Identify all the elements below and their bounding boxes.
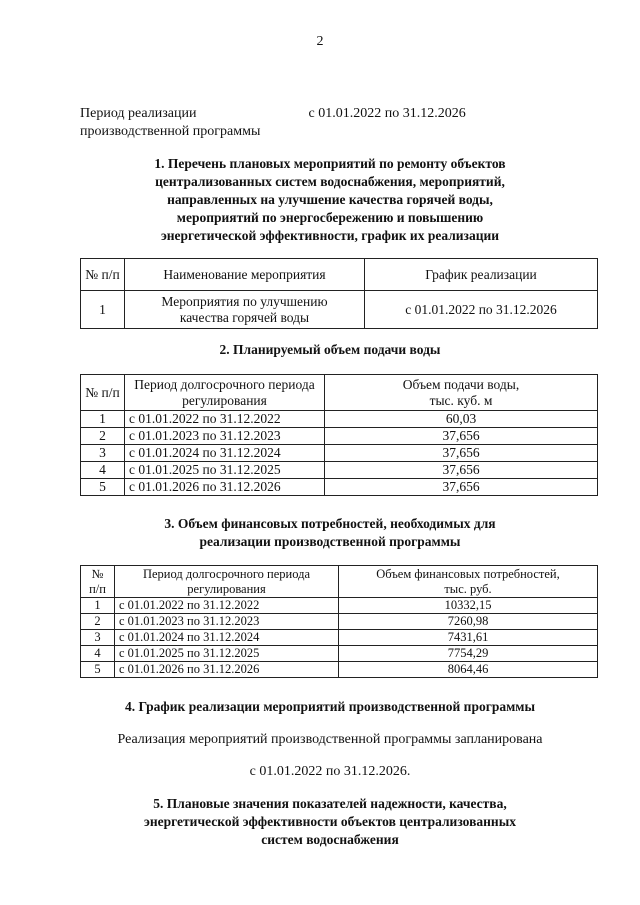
row-period: с 01.01.2023 по 31.12.2023 — [115, 614, 339, 630]
table-row — [81, 662, 598, 678]
table-row — [81, 428, 598, 445]
section1-title-line: направленных на улучшение качества горячей воды, — [167, 192, 493, 207]
measure-name-line2: качества горячей воды — [179, 309, 310, 325]
row-period: с 01.01.2025 по 31.12.2025 — [115, 646, 339, 662]
header-num: № п/п — [81, 375, 125, 411]
header-finance-line2: тыс. руб. — [444, 581, 492, 596]
row-finance: 7754,29 — [339, 646, 598, 662]
row-num: 4 — [81, 646, 115, 662]
header-period-line2: регулирования — [187, 581, 266, 596]
section1-title-line: централизованных систем водоснабжения, мероприятий, — [155, 174, 505, 189]
row-volume: 37,656 — [325, 445, 598, 462]
table-row — [81, 462, 598, 479]
row-num: 2 — [81, 428, 125, 445]
table-row — [81, 479, 598, 496]
table-row — [81, 646, 598, 662]
row-period: с 01.01.2022 по 31.12.2022 — [115, 598, 339, 614]
row-period: с 01.01.2022 по 31.12.2022 — [125, 411, 325, 428]
section2-title: 2. Планируемый объем подачи воды — [219, 342, 441, 357]
row-measure-name — [125, 291, 365, 329]
row-period: с 01.01.2026 по 31.12.2026 — [125, 479, 325, 496]
section5-title-line: систем водоснабжения — [261, 832, 399, 847]
measure-name-line1: Мероприятия по улучшению — [161, 293, 328, 309]
implementation-period — [80, 105, 580, 141]
header-num — [81, 566, 115, 598]
table-row — [81, 291, 598, 329]
water-volume-table — [80, 374, 598, 496]
section4-text-line2: с 01.01.2022 по 31.12.2026. — [249, 764, 411, 779]
table-row — [81, 598, 598, 614]
header-volume-line2: тыс. куб. м — [429, 392, 493, 408]
page-number: 2 — [316, 34, 324, 49]
table-row — [81, 411, 598, 428]
period-label-line2: производственной программы — [80, 124, 261, 139]
row-period: с 01.01.2026 по 31.12.2026 — [115, 662, 339, 678]
row-num: 3 — [81, 630, 115, 646]
header-schedule: График реализации — [365, 259, 598, 291]
header-num-line2: п/п — [89, 581, 106, 596]
row-period: с 01.01.2023 по 31.12.2023 — [125, 428, 325, 445]
section4-text-line1: Реализация мероприятий производственной программы запланирована — [117, 732, 543, 747]
section5-title-line: энергетической эффективности объектов централизованных — [143, 814, 516, 829]
period-label-line1: Период реализации — [80, 106, 197, 121]
header-period — [115, 566, 339, 598]
financial-needs-table — [80, 565, 598, 678]
row-finance: 7431,61 — [339, 630, 598, 646]
section1-title-line: энергетической эффективности, график их реализации — [160, 228, 500, 243]
table-header-row — [81, 375, 598, 411]
header-finance-line1: Объем финансовых потребностей, — [376, 566, 560, 581]
table-header-row — [81, 259, 598, 291]
row-schedule: с 01.01.2022 по 31.12.2026 — [365, 291, 598, 329]
period-label — [80, 105, 305, 141]
row-period: с 01.01.2024 по 31.12.2024 — [125, 445, 325, 462]
row-volume: 37,656 — [325, 479, 598, 496]
header-num-line1: № — [91, 566, 104, 581]
measures-table — [80, 258, 598, 329]
row-num: 1 — [81, 598, 115, 614]
row-num: 4 — [81, 462, 125, 479]
section4-title: 4. График реализации мероприятий производственной программы — [124, 699, 536, 714]
section3-title-line: 3. Объем финансовых потребностей, необходимых для — [164, 516, 496, 531]
row-finance: 8064,46 — [339, 662, 598, 678]
row-num: 5 — [81, 662, 115, 678]
section3-title-line: реализации производственной программы — [199, 534, 461, 549]
header-period-line2: регулирования — [182, 392, 267, 408]
row-num: 2 — [81, 614, 115, 630]
section5-title-line: 5. Плановые значения показателей надежности, качества, — [153, 796, 507, 811]
header-period — [125, 375, 325, 411]
header-volume-line1: Объем подачи воды, — [402, 376, 520, 392]
row-volume: 60,03 — [325, 411, 598, 428]
row-period: с 01.01.2024 по 31.12.2024 — [115, 630, 339, 646]
row-finance: 10332,15 — [339, 598, 598, 614]
section3-title — [70, 515, 590, 551]
header-finance — [339, 566, 598, 598]
row-num: 5 — [81, 479, 125, 496]
row-finance: 7260,98 — [339, 614, 598, 630]
row-num: 1 — [81, 411, 125, 428]
header-period-line1: Период долгосрочного периода — [134, 376, 315, 392]
row-volume: 37,656 — [325, 428, 598, 445]
row-num: 3 — [81, 445, 125, 462]
table-row — [81, 445, 598, 462]
section5-title — [70, 795, 590, 849]
row-period: с 01.01.2025 по 31.12.2025 — [125, 462, 325, 479]
table-row — [81, 630, 598, 646]
section1-title-line: 1. Перечень плановых мероприятий по ремонту объектов — [154, 156, 506, 171]
section1-title — [70, 155, 590, 245]
table-row — [81, 614, 598, 630]
header-measure-name: Наименование мероприятия — [125, 259, 365, 291]
table-header-row — [81, 566, 598, 598]
row-volume: 37,656 — [325, 462, 598, 479]
period-value: с 01.01.2022 по 31.12.2026 — [308, 106, 466, 121]
header-num: № п/п — [81, 259, 125, 291]
row-num: 1 — [81, 291, 125, 329]
section1-title-line: мероприятий по энергосбережению и повышению — [176, 210, 484, 225]
header-period-line1: Период долгосрочного периода — [142, 566, 311, 581]
header-volume — [325, 375, 598, 411]
